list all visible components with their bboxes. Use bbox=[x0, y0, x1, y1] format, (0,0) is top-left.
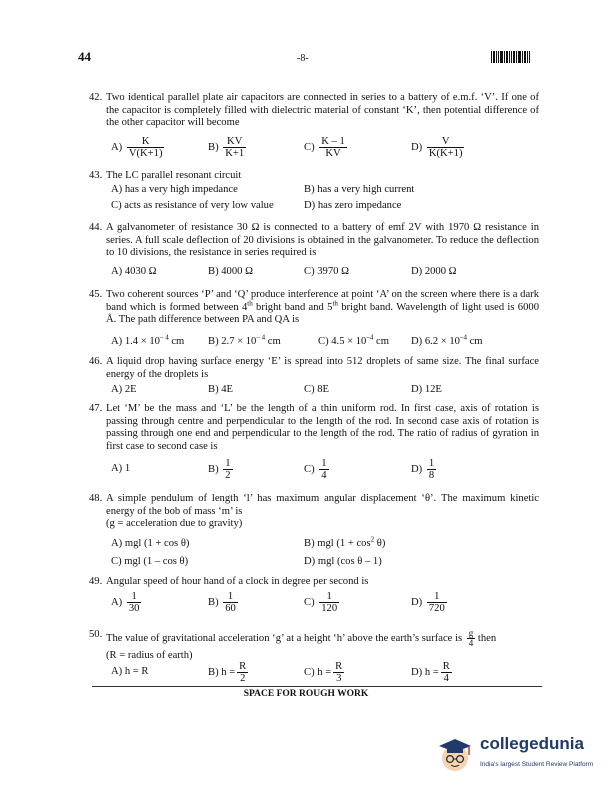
option-d: D) 2000 Ω bbox=[411, 266, 457, 277]
option-d: D) has zero impedance bbox=[304, 200, 402, 211]
option-b: B) h = $\frac{R}{2}$ bbox=[208, 661, 247, 684]
question-number: 42. bbox=[89, 92, 103, 103]
option-d: D) h = $\frac{R}{4}$ bbox=[411, 661, 450, 684]
question-44: 44. A galvanometer of resistance 30 Ω is connected to a battery of emf 2V with 1970 Ω resistance in series. A full scale deflection of 20 divisions is obtained in the galvanometer. To reduce the deflection to 10 divisions, the resistance in series required is bbox=[89, 222, 539, 259]
option-a: A) $\frac{K}{V(K+1)}$ bbox=[111, 136, 163, 159]
question-note: (g = acceleration due to gravity) bbox=[106, 518, 243, 530]
question-43: 43. The LC parallel resonant circuit bbox=[89, 170, 242, 181]
question-45: 45. Two coherent sources ‘P’ and ‘Q’ produce interference at point ‘A’ on the screen where there is a dark band which is formed between 4th bright band and 5th bright band. Wavelength of light used is 6000 Å. The path difference between PA and QA is bbox=[89, 289, 539, 326]
question-note: (R = radius of earth) bbox=[106, 650, 193, 661]
sheet-label: -8- bbox=[297, 53, 309, 64]
option-b: B) 4E bbox=[208, 384, 234, 395]
question-50: 50. The value of gravitational acceleration ‘g’ at a height ‘h’ above the earth’s surface is $\frac{g}{4}$ then (R = radius of earth) bbox=[89, 629, 539, 663]
option-d: D) mgl (cos θ – 1) bbox=[304, 556, 382, 567]
option-a: A) 4030 Ω bbox=[111, 266, 157, 277]
question-42 bbox=[89, 92, 539, 130]
barcode-icon bbox=[491, 51, 533, 63]
option-d: D) $\frac{V}{K(K+1)}$ bbox=[411, 136, 463, 159]
option-a: A) mgl (1 + cos θ) bbox=[111, 538, 190, 549]
question-text: Two identical parallel plate air capacitors are connected in series to a battery of e.m.f. ‘V’. If one of the capacitor is completely filled with dielectric material of constant ‘K’, then potential difference of the other capacitor will become bbox=[106, 92, 539, 129]
option-a: A) $\frac{1}{30}$ bbox=[111, 591, 140, 614]
option-c: C) $4.5 \times 10^{-4}$ cm bbox=[318, 333, 389, 347]
option-a: A) h = R bbox=[111, 666, 149, 677]
option-d: D) 12E bbox=[411, 384, 442, 395]
option-a: A) has a very high impedance bbox=[111, 184, 238, 195]
option-c: C) h = $\frac{R}{3}$ bbox=[304, 661, 343, 684]
option-c: C) mgl (1 – cos θ) bbox=[111, 556, 189, 567]
question-49: 49. Angular speed of hour hand of a clock in degree per second is bbox=[89, 576, 369, 587]
option-d: D) $\frac{1}{720}$ bbox=[411, 591, 445, 614]
option-b: B) mgl $(1 + \cos^2 \theta)$ bbox=[304, 535, 386, 549]
option-c: C) 3970 Ω bbox=[304, 266, 349, 277]
brand-logo[interactable] bbox=[436, 736, 601, 776]
option-b: B) 4000 Ω bbox=[208, 266, 253, 277]
brand-tagline: India's largest Student Review Platform bbox=[480, 761, 594, 768]
question-48: 48. A simple pendulum of length ‘l’ has maximum angular displacement ‘θ’. The maximum kinetic energy of the bob of mass ‘m’ is (g = acceleration due to gravity) bbox=[89, 493, 539, 530]
option-b: B) has a very high current bbox=[304, 184, 415, 195]
option-c: C) $\frac{1}{120}$ bbox=[304, 591, 338, 614]
option-c: C) $\frac{1}{4}$ bbox=[304, 458, 327, 481]
option-a: A) 2E bbox=[111, 384, 137, 395]
option-a: A) 1 bbox=[111, 463, 131, 474]
option-b: B) $2.7 \times 10^{- 4}$ cm bbox=[208, 333, 281, 347]
option-c: C) $\frac{K - 1}{KV}$ bbox=[304, 136, 345, 159]
option-b: B) $\frac{1}{60}$ bbox=[208, 591, 236, 614]
option-c: C) 8E bbox=[304, 384, 330, 395]
question-46: 46. A liquid drop having surface energy ‘E’ is spread into 512 droplets of same size. The final surface energy of the droplets is bbox=[89, 356, 539, 380]
option-b: B) $\frac{1}{2}$ bbox=[208, 458, 231, 481]
option-d: D) $\frac{1}{8}$ bbox=[411, 458, 435, 481]
page-number: 44 bbox=[78, 49, 91, 64]
option-d: D) $6.2 \times 10^{-4}$ cm bbox=[411, 333, 483, 347]
option-c: C) acts as resistance of very low value bbox=[111, 200, 274, 211]
rough-work-label: SPACE FOR ROUGH WORK bbox=[243, 689, 369, 699]
option-a: A) $1.4 \times 10^{- 4}$ cm bbox=[111, 333, 185, 347]
graduate-mascot-icon bbox=[436, 736, 474, 774]
question-47: 47. Let ‘M’ be the mass and ‘L’ be the length of a thin uniform rod. In first case, axis of rotation is passing through centre and perpendicular to the length of the rod. In second case axis of rotation is passing through one end and perpendicular to the length of the rod. The ratio of radius of gyration in first case to second case is bbox=[89, 403, 539, 452]
brand-name: collegedunia bbox=[480, 734, 584, 753]
divider bbox=[92, 686, 542, 687]
option-b: B) $\frac{KV}{K+1}$ bbox=[208, 136, 245, 159]
